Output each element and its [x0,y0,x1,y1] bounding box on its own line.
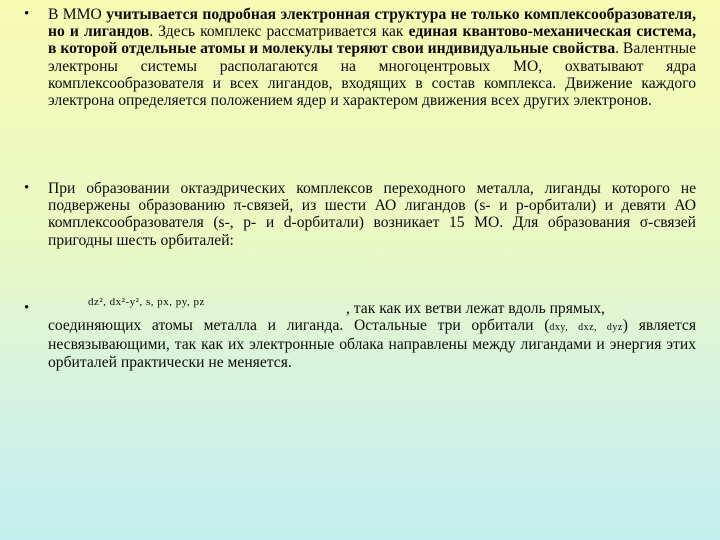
formula-nonbonding-orbitals: dxy, dxz, dyz [549,322,623,334]
text-segment: . Валентные электроны системы располагаются на многоцентровых МО, охватывают ядра комплексообразователя и всех лигандов, входящих в состав комплекса. Движение каждого электрона определяется положением ядер и характером движения всех других электронов. [48,40,696,110]
text-segment: В ММО [48,6,107,23]
bullet-sigma-orbitals [48,296,696,371]
text-segment: . Здесь комплекс рассматривается как [149,23,409,41]
text-segment: ) [622,317,628,335]
bullet-marker: • [24,6,30,22]
bullet-mmo-structure [48,6,696,109]
formula-sigma-orbitals: dz², dx²-y², s, px, py, pz [88,296,205,308]
text-segment: соединяющих атомы металла и лиганда. Остальные три орбитали ( [48,317,550,335]
bullet-marker: • [24,180,30,196]
bullet-marker: • [24,300,30,316]
text-segment: , так как их ветви лежат вдоль прямых, [346,300,605,317]
bold-segment: единая квантово-механическая система, в которой отдельные атомы и молекулы теряют свои индивидуальные свойства [48,23,696,58]
text-segment: При образовании октаэдрических комплексов переходного металла, лиганды которого не подвержены образованию π-связей, из шести АО лигандов (s- и p-орбитали) и девяти АО комплексообразователя (s-, p- и d-орбитали) возникает 15 МО. Для образования σ-связей пригодны шесть орбиталей: [48,180,696,249]
bullet-octahedral-complexes [48,180,696,249]
text-segment: является несвязывающими, так как их электронные облака направлены между лигандами и энергия этих орбиталей практически не меняется. [48,317,696,371]
bold-segment: учитывается подробная электронная структура не только комплексообразователя, но и лигандов [48,6,696,41]
